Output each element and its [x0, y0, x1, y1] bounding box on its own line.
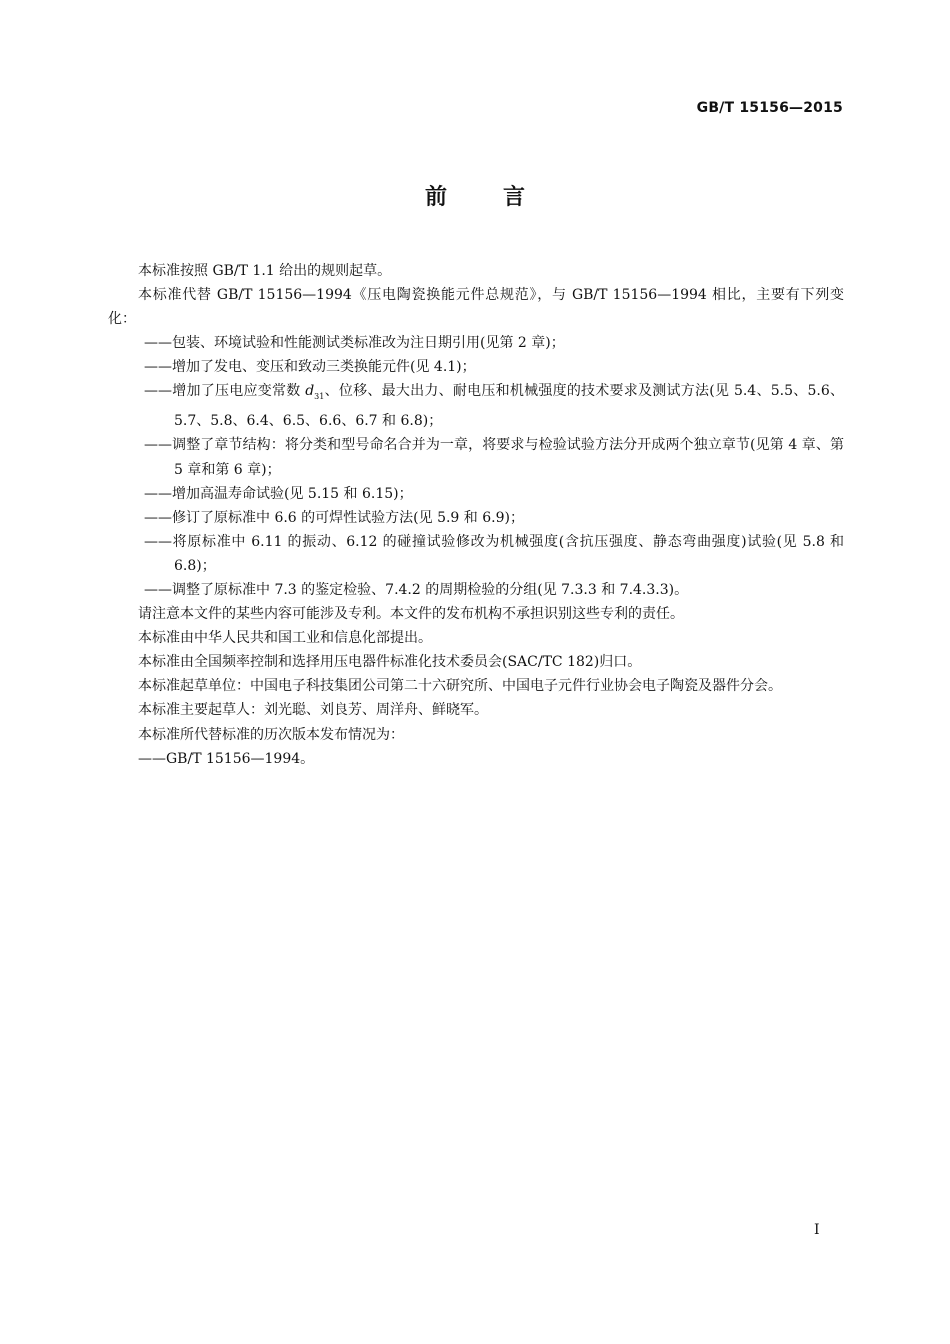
- paragraph-technical-committee: 本标准由全国频率控制和选择用压电器件标准化技术委员会(SAC/TC 182)归口。: [138, 654, 642, 671]
- change-item-high-temp-life: ——增加高温寿命试验(见 5.15 和 6.15)；: [144, 485, 413, 502]
- change-item-structure: ——调整了章节结构：将分类和型号命名合并为一章，将要求与检验试验方法分开成两个独立章节(见第 4 章、第 5 章和第 6 章)；: [144, 437, 844, 478]
- change-item-mechanical-strength: ——将原标准中 6.11 的振动、6.12 的碰撞试验修改为机械强度(含抗压强度、静态弯曲强度)试验(见 5.8 和 6.8)；: [144, 533, 844, 574]
- page-title: 前言: [424, 185, 581, 210]
- change-item-inspection-groups: ——调整了原标准中 7.3 的鉴定检验、7.4.2 的周期检验的分组(见 7.3.3 和 7.4.3.3)。: [144, 582, 689, 599]
- change-item-element-types: ——增加了发电、变压和致动三类换能元件(见 4.1)；: [144, 359, 476, 376]
- standard-number: GB/T 15156—2015: [696, 100, 843, 116]
- paragraph-proposed-by: 本标准由中华人民共和国工业和信息化部提出。: [138, 630, 432, 647]
- change-item-packaging: ——包装、环境试验和性能测试类标准改为注日期引用(见第 2 章)；: [144, 335, 565, 352]
- strain-constant-symbol: d: [305, 383, 315, 400]
- page-number: I: [814, 1222, 820, 1238]
- paragraph-drafting-organizations: 本标准起草单位：中国电子科技集团公司第二十六研究所、中国电子元件行业协会电子陶瓷及器件分会。: [138, 678, 782, 695]
- change-item-solderability: ——修订了原标准中 6.6 的可焊性试验方法(见 5.9 和 6.9)；: [144, 509, 524, 526]
- change-item-strain-constant-after: 、位移、最大出力、耐电压和机械强度的技术要求及测试方法(见 5.4、5.5、5.6、5.7、5.8、6.4、6.5、6.6、6.7 和 6.8)；: [174, 383, 844, 430]
- strain-constant-subscript: 31: [314, 392, 325, 402]
- paragraph-previous-edition-item: ——GB/T 15156—1994。: [138, 750, 315, 767]
- paragraph-previous-editions: 本标准所代替标准的历次版本发布情况为：: [138, 726, 404, 743]
- paragraph-patent-notice: 请注意本文件的某些内容可能涉及专利。本文件的发布机构不承担识别这些专利的责任。: [138, 606, 684, 623]
- paragraph-drafting-rules: 本标准按照 GB/T 1.1 给出的规则起草。: [138, 263, 392, 279]
- change-item-strain-constant: [108, 379, 844, 433]
- paragraph-replaces: 本标准代替 GB/T 15156—1994《压电陶瓷换能元件总规范》，与 GB/T 15156—1994 相比，主要有下列变化：: [108, 287, 844, 328]
- paragraph-drafters: 本标准主要起草人：刘光聪、刘良芳、周洋舟、鲜晓军。: [138, 702, 488, 719]
- foreword-body: [108, 259, 844, 771]
- change-item-strain-constant-before: ——增加了压电应变常数: [144, 383, 306, 400]
